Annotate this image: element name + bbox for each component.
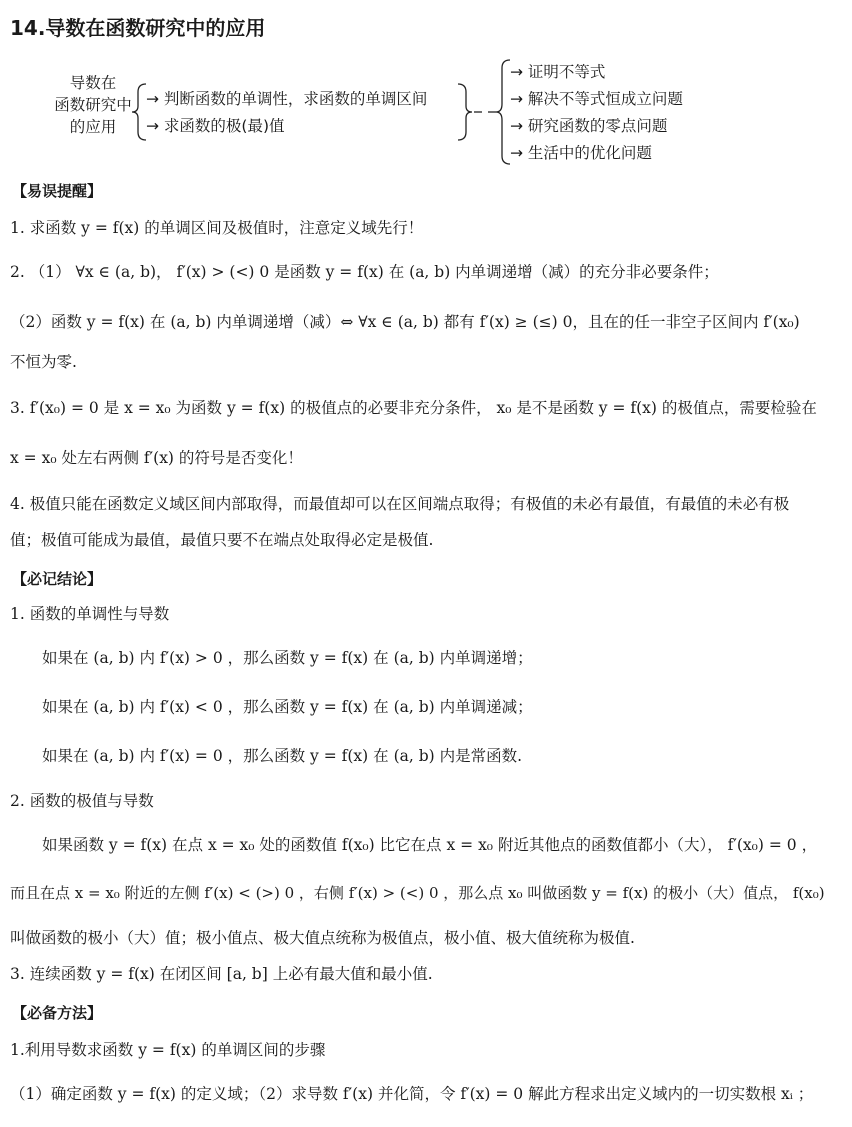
section-biji: 【必记结论】 [12, 570, 103, 588]
left-brace [132, 84, 146, 140]
middle-item-1: → 判断函数的单调性，求函数的单调区间 [146, 90, 428, 108]
line-7: 4. 极值只能在函数定义域区间内部取得，而最值却可以在区间端点取得；有极值的未必有最值，有最值的未必有极 [10, 495, 790, 513]
line-16: 叫做函数的极小（大）值；极小值点、极大值点统称为极值点，极小值、极大值统称为极值. [10, 929, 635, 947]
line-3: （2）函数 y = f(x) 在 (a, b) 内单调递增（减）⇔ ∀x ∈ (a, b) 都有 f′(x) ≥ (≤) 0，且在的任一非空子区间内 f′(x₀) [10, 313, 800, 331]
line-9: 1. 函数的单调性与导数 [10, 605, 170, 623]
right-brace [496, 60, 510, 164]
right-item-2: → 解决不等式恒成立问题 [510, 90, 683, 108]
line-4: 不恒为零. [10, 353, 77, 371]
line-11: 如果在 (a, b) 内 f′(x) < 0 ，那么函数 y = f(x) 在 (a, b) 内单调递减； [42, 698, 533, 716]
line-8: 值；极值可能成为最值，最值只要不在端点处取得必定是极值. [10, 531, 434, 549]
line-5: 3. f′(x₀) = 0 是 x = x₀ 为函数 y = f(x) 的极值点的必要非充分条件， x₀ 是不是函数 y = f(x) 的极值点，需要检验在 [10, 399, 817, 417]
line-13: 2. 函数的极值与导数 [10, 792, 154, 810]
right-item-3: → 研究函数的零点问题 [510, 117, 668, 135]
section-bibei: 【必备方法】 [12, 1004, 103, 1022]
right-item-4: → 生活中的优化问题 [510, 144, 652, 162]
line-19: （1）确定函数 y = f(x) 的定义域；（2）求导数 f′(x) 并化简，令 f′(x) = 0 解此方程求出定义域内的一切实数根 xᵢ ； [10, 1085, 814, 1103]
line-17: 3. 连续函数 y = f(x) 在闭区间 [a, b] 上必有最大值和最小值. [10, 965, 433, 983]
line-18: 1.利用导数求函数 y = f(x) 的单调区间的步骤 [10, 1041, 326, 1059]
middle-close-brace [458, 84, 472, 140]
page-title: 14.导数在函数研究中的应用 [10, 16, 266, 40]
middle-item-2: → 求函数的极(最)值 [146, 117, 285, 135]
line-2: 2. （1） ∀x ∈ (a, b)， f′(x) > (<) 0 是函数 y = f(x) 在 (a, b) 内单调递增（减）的充分非必要条件； [10, 263, 719, 281]
line-10: 如果在 (a, b) 内 f′(x) > 0 ，那么函数 y = f(x) 在 (a, b) 内单调递增； [42, 649, 533, 667]
diagram-center-line-3: 的应用 [69, 118, 117, 136]
line-1: 1. 求函数 y = f(x) 的单调区间及极值时，注意定义域先行！ [10, 219, 424, 237]
line-6: x = x₀ 处左右两侧 f′(x) 的符号是否变化！ [10, 449, 303, 467]
right-item-1: → 证明不等式 [510, 63, 606, 81]
diagram-center-line-1: 导数在 [69, 74, 117, 92]
line-12: 如果在 (a, b) 内 f′(x) = 0 ，那么函数 y = f(x) 在 (a, b) 内是常函数. [42, 747, 523, 765]
diagram-center-line-2: 函数研究中 [54, 96, 132, 114]
line-15: 而且在点 x = x₀ 附近的左侧 f′(x) < (>) 0 ，右侧 f′(x) > (<) 0 ，那么点 x₀ 叫做函数 y = f(x) 的极小（大）值点， f(x₀) [10, 884, 825, 902]
section-yiwu: 【易误提醒】 [12, 182, 103, 200]
line-14: 如果函数 y = f(x) 在点 x = x₀ 处的函数值 f(x₀) 比它在点 x = x₀ 附近其他点的函数值都小（大）， f′(x₀) = 0 ， [42, 836, 818, 854]
